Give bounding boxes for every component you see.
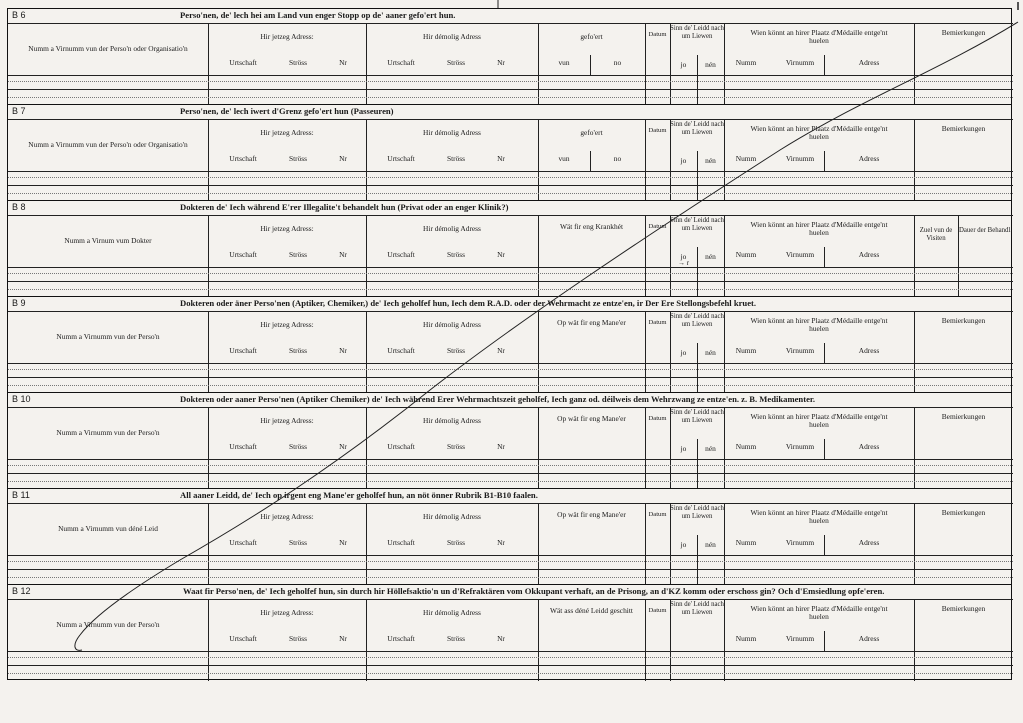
alive-header: Sinn de' Leidd nach um Liewen	[670, 121, 724, 136]
entry-cell[interactable]	[366, 665, 538, 681]
entry-cell[interactable]	[645, 377, 670, 393]
address-header-b: Hir démolig Adress	[423, 32, 481, 41]
address-header-b: Hir démolig Adress	[423, 512, 481, 521]
entry-cell[interactable]	[538, 171, 645, 185]
medal-header: Wien könnt an hirer Plaatz d'Médaille entge'nt huelen	[750, 220, 888, 238]
datum-header: Datum	[648, 31, 667, 38]
urtschaft-label: Urtschaft	[387, 346, 415, 355]
entry-cell[interactable]	[8, 89, 208, 105]
entry-cell[interactable]	[8, 569, 208, 585]
entry-cell[interactable]	[670, 171, 724, 185]
entry-cell[interactable]	[914, 377, 1013, 393]
entry-cell[interactable]	[670, 185, 724, 201]
entry-cell[interactable]	[724, 75, 914, 89]
column-c-header: Op wät fir eng Mane'er	[557, 318, 626, 327]
entry-cell[interactable]	[8, 281, 208, 297]
adress-label: Adress	[858, 346, 880, 355]
rule-line	[8, 215, 1013, 216]
nr-label: Nr	[497, 58, 505, 67]
jo-label: jo	[680, 60, 687, 69]
entry-cell[interactable]	[538, 459, 645, 473]
alive-header: Sinn de' Leidd nach um Liewen	[670, 505, 724, 520]
entry-cell[interactable]	[538, 185, 645, 201]
urtschaft-label: Urtschaft	[387, 634, 415, 643]
entry-cell[interactable]	[538, 651, 645, 665]
rule-line	[8, 23, 1013, 24]
name-column-header: Numm a Virnumm vun der Perso'n oder Organisatio'n	[28, 140, 188, 149]
entry-cell[interactable]	[914, 267, 1013, 281]
datum-header: Datum	[648, 223, 667, 230]
vun-label: vun	[558, 154, 570, 163]
entry-cell[interactable]	[366, 75, 538, 89]
address-header-b: Hir démolig Adress	[423, 320, 481, 329]
entry-cell[interactable]	[538, 363, 645, 377]
urtschaft-label: Urtschaft	[229, 250, 257, 259]
entry-cell[interactable]	[724, 185, 914, 201]
entry-cell[interactable]	[8, 171, 208, 185]
urtschaft-label: Urtschaft	[387, 250, 415, 259]
entry-cell[interactable]	[724, 89, 914, 105]
entry-cell[interactable]	[208, 665, 366, 681]
urtschaft-label: Urtschaft	[229, 538, 257, 547]
jo-label: jo	[680, 348, 687, 357]
entry-cell[interactable]	[670, 665, 724, 681]
entry-cell[interactable]	[538, 555, 645, 569]
gefoert-header: gefo'ert	[580, 128, 603, 137]
entry-cell[interactable]	[366, 89, 538, 105]
entry-cell[interactable]	[366, 185, 538, 201]
entry-cell[interactable]	[538, 665, 645, 681]
nen-label: nén	[705, 444, 716, 453]
urtschaft-label: Urtschaft	[229, 442, 257, 451]
section-code: B 6	[12, 10, 26, 20]
nr-label: Nr	[497, 346, 505, 355]
name-column-header: Numm a Virnum vum Dokter	[64, 236, 152, 245]
adress-label: Adress	[858, 58, 880, 67]
remarks-header: Bemierkungen	[941, 412, 986, 421]
virnumm-label: Virnumm	[785, 250, 815, 259]
column-c-header: Wät ass déné Leidd geschitt	[550, 606, 633, 615]
datum-header: Datum	[648, 607, 667, 614]
entry-cell[interactable]	[670, 89, 724, 105]
gefoert-header: gefo'ert	[580, 32, 603, 41]
virnumm-label: Virnumm	[785, 538, 815, 547]
entry-cell[interactable]	[724, 569, 914, 585]
adress-label: Adress	[858, 250, 880, 259]
entry-cell[interactable]	[538, 89, 645, 105]
datum-header: Datum	[648, 511, 667, 518]
numm-label: Numm	[735, 250, 757, 259]
nen-label: nén	[705, 540, 716, 549]
form-sheet	[7, 8, 1012, 680]
entry-cell[interactable]	[914, 459, 1013, 473]
entry-cell[interactable]	[645, 473, 670, 489]
nr-label: Nr	[497, 634, 505, 643]
section-b6	[7, 8, 1012, 104]
entry-cell[interactable]	[208, 363, 366, 377]
virnumm-label: Virnumm	[785, 634, 815, 643]
jo-label: jo	[680, 156, 687, 165]
entry-cell[interactable]	[8, 185, 208, 201]
entry-cell[interactable]	[914, 665, 1013, 681]
nen-label: nén	[705, 348, 716, 357]
section-code: B 12	[12, 586, 31, 596]
stross-label: Ströss	[446, 154, 466, 163]
entry-cell[interactable]	[914, 89, 1013, 105]
address-header-a: Hir jetzeg Adress:	[260, 32, 314, 41]
datum-header: Datum	[648, 319, 667, 326]
section-b12	[7, 584, 1012, 680]
nen-label: nén	[705, 252, 716, 261]
address-header-b: Hir démolig Adress	[423, 224, 481, 233]
vun-label: vun	[558, 58, 570, 67]
nr-label: Nr	[339, 58, 347, 67]
section-title: All aaner Leidd, de' Iech op irgent eng Mane'er geholfef hun, an nöt önner Rubrik B1-B10 faalen.	[180, 490, 538, 500]
entry-cell[interactable]	[366, 363, 538, 377]
entry-cell[interactable]	[670, 281, 724, 297]
entry-cell[interactable]	[645, 185, 670, 201]
entry-cell[interactable]	[914, 281, 1013, 297]
address-header-a: Hir jetzeg Adress:	[260, 608, 314, 617]
medal-header: Wien könnt an hirer Plaatz d'Médaille entge'nt huelen	[750, 604, 888, 622]
entry-cell[interactable]	[8, 665, 208, 681]
no-label: no	[613, 154, 622, 163]
address-header-a: Hir jetzeg Adress:	[260, 320, 314, 329]
column-c-header: Wät fir eng Krankhét	[560, 222, 623, 231]
entry-cell[interactable]	[724, 281, 914, 297]
section-b10	[7, 392, 1012, 488]
entry-cell[interactable]	[724, 171, 914, 185]
rule-line	[824, 343, 825, 363]
entry-cell[interactable]	[208, 267, 366, 281]
entry-cell[interactable]	[645, 281, 670, 297]
entry-cell[interactable]	[538, 377, 645, 393]
name-column-header: Numm a Virnumm vun der Perso'n	[56, 620, 160, 629]
virnumm-label: Virnumm	[785, 154, 815, 163]
entry-cell[interactable]	[208, 377, 366, 393]
entry-cell[interactable]	[8, 555, 208, 569]
datum-header: Datum	[648, 415, 667, 422]
section-b11	[7, 488, 1012, 584]
address-header-a: Hir jetzeg Adress:	[260, 128, 314, 137]
section-b7	[7, 104, 1012, 200]
entry-cell[interactable]	[208, 651, 366, 665]
virnumm-label: Virnumm	[785, 58, 815, 67]
column-c-header: Op wät fir eng Mane'er	[557, 414, 626, 423]
nr-label: Nr	[497, 250, 505, 259]
handwritten-mark: → r	[678, 259, 690, 267]
visits-header: Zuel vun de Visiten	[919, 227, 953, 243]
entry-cell[interactable]	[366, 651, 538, 665]
no-label: no	[613, 58, 622, 67]
medal-header: Wien könnt an hirer Plaatz d'Médaille entge'nt huelen	[750, 412, 888, 430]
stross-label: Ströss	[446, 538, 466, 547]
stross-label: Ströss	[446, 346, 466, 355]
address-header-a: Hir jetzeg Adress:	[260, 512, 314, 521]
stross-label: Ströss	[288, 58, 308, 67]
address-header-a: Hir jetzeg Adress:	[260, 224, 314, 233]
rule-line	[824, 535, 825, 555]
entry-cell[interactable]	[366, 555, 538, 569]
rule-line	[824, 151, 825, 171]
entry-cell[interactable]	[670, 363, 724, 377]
entry-cell[interactable]	[670, 459, 724, 473]
entry-cell[interactable]	[670, 651, 724, 665]
address-header-a: Hir jetzeg Adress:	[260, 416, 314, 425]
numm-label: Numm	[735, 538, 757, 547]
stross-label: Ströss	[288, 634, 308, 643]
nr-label: Nr	[497, 538, 505, 547]
numm-label: Numm	[735, 346, 757, 355]
entry-cell[interactable]	[914, 651, 1013, 665]
nr-label: Nr	[497, 154, 505, 163]
address-header-b: Hir démolig Adress	[423, 608, 481, 617]
entry-cell[interactable]	[724, 555, 914, 569]
entry-cell[interactable]	[366, 473, 538, 489]
name-column-header: Numm a Virnumm vun der Perso'n oder Organisatio'n	[28, 44, 188, 53]
virnumm-label: Virnumm	[785, 442, 815, 451]
section-title: Perso'nen, de' lech hei am Land vun enger Stopp op de' aaner gefo'ert hun.	[180, 10, 456, 20]
entry-cell[interactable]	[538, 473, 645, 489]
entry-cell[interactable]	[208, 75, 366, 89]
entry-cell[interactable]	[645, 651, 670, 665]
entry-cell[interactable]	[724, 651, 914, 665]
stross-label: Ströss	[446, 442, 466, 451]
stross-label: Ströss	[446, 634, 466, 643]
adress-label: Adress	[858, 634, 880, 643]
jo-label: jo	[680, 252, 687, 261]
entry-cell[interactable]	[914, 185, 1013, 201]
entry-cell[interactable]	[538, 75, 645, 89]
stross-label: Ströss	[288, 346, 308, 355]
nr-label: Nr	[339, 538, 347, 547]
rule-line	[8, 599, 1013, 600]
remarks-header: Bemierkungen	[941, 28, 986, 37]
entry-cell[interactable]	[366, 377, 538, 393]
entry-cell[interactable]	[724, 363, 914, 377]
urtschaft-label: Urtschaft	[229, 154, 257, 163]
rule-line	[8, 407, 1013, 408]
alive-header: Sinn de' Leidd nach um Liewen	[670, 601, 724, 616]
entry-cell[interactable]	[670, 473, 724, 489]
entry-cell[interactable]	[208, 569, 366, 585]
entry-cell[interactable]	[366, 171, 538, 185]
section-b8	[7, 200, 1012, 296]
section-code: B 8	[12, 202, 26, 212]
entry-cell[interactable]	[914, 171, 1013, 185]
entry-cell[interactable]	[208, 171, 366, 185]
alive-header: Sinn de' Leidd nach um Liewen	[670, 217, 724, 232]
entry-cell[interactable]	[8, 459, 208, 473]
stross-label: Ströss	[288, 538, 308, 547]
entry-cell[interactable]	[914, 75, 1013, 89]
stross-label: Ströss	[288, 442, 308, 451]
nen-label: nén	[705, 156, 716, 165]
numm-label: Numm	[735, 58, 757, 67]
treatment-duration-header: Dauer der Behandl.	[958, 227, 1013, 234]
entry-cell[interactable]	[208, 89, 366, 105]
section-title: Dokteren oder äner Perso'nen (Aptiker, Chemiker,) de' Iech geholfef hun, Iech dem R.A.D. oder der Wehrmacht ze entze'en, ir Der Ere Stellongsbefehl kruet.	[180, 298, 757, 308]
entry-cell[interactable]	[914, 555, 1013, 569]
section-title: Perso'nen, de' lech iwert d'Grenz gefo'ert hun (Passeuren)	[180, 106, 394, 116]
nr-label: Nr	[339, 154, 347, 163]
entry-cell[interactable]	[208, 473, 366, 489]
nr-label: Nr	[339, 634, 347, 643]
entry-cell[interactable]	[645, 569, 670, 585]
entry-cell[interactable]	[208, 281, 366, 297]
urtschaft-label: Urtschaft	[229, 634, 257, 643]
section-code: B 7	[12, 106, 26, 116]
remarks-header: Bemierkungen	[941, 124, 986, 133]
remarks-header: Bemierkungen	[941, 508, 986, 517]
name-column-header: Numm a Virnumm vun der Perso'n	[56, 332, 160, 341]
urtschaft-label: Urtschaft	[387, 58, 415, 67]
entry-cell[interactable]	[208, 459, 366, 473]
column-c-header: Op wät fir eng Mane'er	[557, 510, 626, 519]
entry-cell[interactable]	[366, 267, 538, 281]
entry-cell[interactable]	[366, 459, 538, 473]
remarks-header: Bemierkungen	[941, 316, 986, 325]
entry-cell[interactable]	[670, 569, 724, 585]
rule-line	[824, 439, 825, 459]
nr-label: Nr	[339, 250, 347, 259]
alive-header: Sinn de' Leidd nach um Liewen	[670, 313, 724, 328]
entry-cell[interactable]	[914, 473, 1013, 489]
entry-cell[interactable]	[724, 377, 914, 393]
virnumm-label: Virnumm	[785, 346, 815, 355]
entry-cell[interactable]	[366, 569, 538, 585]
entry-cell[interactable]	[645, 75, 670, 89]
entry-cell[interactable]	[645, 555, 670, 569]
medal-header: Wien könnt an hirer Plaatz d'Médaille entge'nt huelen	[750, 316, 888, 334]
rule-line	[8, 503, 1013, 504]
name-column-header: Numm a Virnumm vun déné Leid	[58, 524, 158, 533]
urtschaft-label: Urtschaft	[387, 442, 415, 451]
entry-cell[interactable]	[366, 281, 538, 297]
stross-label: Ströss	[446, 250, 466, 259]
nen-label: nén	[705, 60, 716, 69]
adress-label: Adress	[858, 538, 880, 547]
entry-cell[interactable]	[670, 75, 724, 89]
entry-cell[interactable]	[670, 555, 724, 569]
entry-cell[interactable]	[645, 89, 670, 105]
medal-header: Wien könnt an hirer Plaatz d'Médaille entge'nt huelen	[750, 124, 888, 142]
section-title: Dokteren oder aaner Perso'nen (Aptiker Chemiker) de' Iech während Erer Wehrmachtszeit geholfef, Iech ganz od. déilweis dem Wehrzwang ze entze'en. z. B. Medikamenter.	[180, 394, 816, 404]
stross-label: Ströss	[446, 58, 466, 67]
datum-header: Datum	[648, 127, 667, 134]
urtschaft-label: Urtschaft	[387, 538, 415, 547]
entry-cell[interactable]	[538, 281, 645, 297]
rule-line	[824, 55, 825, 75]
entry-cell[interactable]	[8, 75, 208, 89]
rule-line	[824, 247, 825, 267]
medal-header: Wien könnt an hirer Plaatz d'Médaille entge'nt huelen	[750, 508, 888, 526]
entry-cell[interactable]	[8, 651, 208, 665]
jo-label: jo	[680, 444, 687, 453]
urtschaft-label: Urtschaft	[229, 58, 257, 67]
entry-cell[interactable]	[8, 267, 208, 281]
entry-cell[interactable]	[724, 665, 914, 681]
numm-label: Numm	[735, 442, 757, 451]
section-code: B 9	[12, 298, 26, 308]
jo-label: jo	[680, 540, 687, 549]
entry-cell[interactable]	[8, 473, 208, 489]
alive-header: Sinn de' Leidd nach um Liewen	[670, 25, 724, 40]
section-title: Dokteren de' Iech während E'rer Illegalite't behandelt hun (Privat oder an enger Klinik?)	[180, 202, 509, 212]
entry-cell[interactable]	[208, 555, 366, 569]
rule-line	[8, 311, 1013, 312]
rule-line	[824, 631, 825, 651]
entry-cell[interactable]	[538, 267, 645, 281]
entry-cell[interactable]	[645, 267, 670, 281]
medal-header: Wien könnt an hirer Plaatz d'Médaille entge'nt huelen	[750, 28, 888, 46]
adress-label: Adress	[858, 154, 880, 163]
address-header-b: Hir démolig Adress	[423, 416, 481, 425]
section-title: Waat fir Perso'nen, de' Iech geholfef hun, sin durch hir Höllefsaktio'n un d'Refraktären vom Okkupant verhaft, an de Prisong, an d'KZ komm oder erschoss gin? Och d'Emsiedlung opfe'eren.	[183, 586, 885, 596]
nr-label: Nr	[339, 442, 347, 451]
entry-cell[interactable]	[8, 363, 208, 377]
rule-line	[8, 119, 1013, 120]
entry-cell[interactable]	[645, 665, 670, 681]
entry-cell[interactable]	[914, 569, 1013, 585]
numm-label: Numm	[735, 154, 757, 163]
adress-label: Adress	[858, 442, 880, 451]
nr-label: Nr	[497, 442, 505, 451]
section-b9	[7, 296, 1012, 392]
entry-cell[interactable]	[670, 377, 724, 393]
nr-label: Nr	[339, 346, 347, 355]
stross-label: Ströss	[288, 154, 308, 163]
entry-cell[interactable]	[645, 363, 670, 377]
entry-cell[interactable]	[724, 473, 914, 489]
entry-cell[interactable]	[8, 377, 208, 393]
entry-cell[interactable]	[538, 569, 645, 585]
entry-cell[interactable]	[724, 459, 914, 473]
alive-header: Sinn de' Leidd nach um Liewen	[670, 409, 724, 424]
entry-cell[interactable]	[914, 363, 1013, 377]
entry-cell[interactable]	[724, 267, 914, 281]
entry-cell[interactable]	[208, 185, 366, 201]
urtschaft-label: Urtschaft	[229, 346, 257, 355]
remarks-header: Bemierkungen	[941, 604, 986, 613]
entry-cell[interactable]	[645, 171, 670, 185]
entry-cell[interactable]	[645, 459, 670, 473]
name-column-header: Numm a Virnumm vun der Perso'n	[56, 428, 160, 437]
urtschaft-label: Urtschaft	[387, 154, 415, 163]
section-code: B 11	[12, 490, 30, 500]
numm-label: Numm	[735, 634, 757, 643]
address-header-b: Hir démolig Adress	[423, 128, 481, 137]
section-code: B 10	[12, 394, 31, 404]
stross-label: Ströss	[288, 250, 308, 259]
entry-cell[interactable]	[670, 267, 724, 281]
